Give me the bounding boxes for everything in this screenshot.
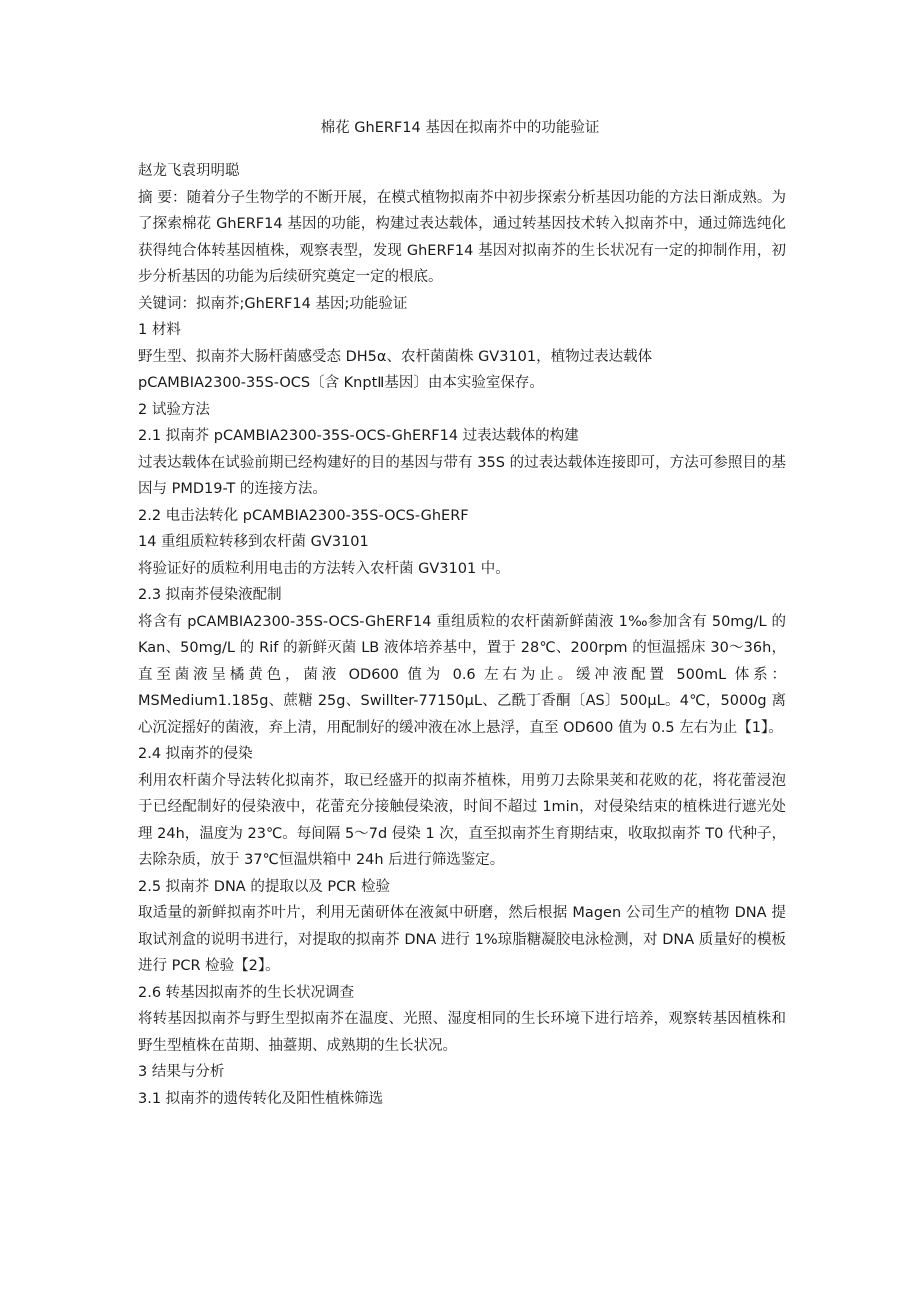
paragraph: 将验证好的质粒利用电击的方法转入农杆菌 GV3101 中。 xyxy=(138,560,510,577)
document-title: 棉花 GhERF14 基因在拟南芥中的功能验证 xyxy=(320,120,600,136)
subsection-heading: 2.2 电击法转化 pCAMBIA2300-35S-OCS-GhERF xyxy=(138,507,469,524)
paragraph: 过表达载体在试验前期已经构建好的目的基因与带有 35S 的过表达载体连接即可，方法可参照目的基因与 PMD19-T 的连接方法。 xyxy=(138,454,786,497)
keywords: 关键词：拟南芥;GhERF14 基因;功能验证 xyxy=(138,295,408,312)
subsection-heading: 2.3 拟南芥侵染液配制 xyxy=(138,587,282,603)
subsection-heading: 2.5 拟南芥 DNA 的提取以及 PCR 检验 xyxy=(138,878,390,895)
section-heading: 1 材料 xyxy=(138,322,181,338)
paragraph: pCAMBIA2300-35S-OCS〔含 KnptⅡ基因〕由本实验室保存。 xyxy=(138,375,544,391)
section-heading: 3 结果与分析 xyxy=(138,1064,225,1080)
subsection-heading: 2.6 转基因拟南芥的生长状况调查 xyxy=(138,984,355,1001)
paragraph: 利用农杆菌介导法转化拟南芥，取已经盛开的拟南芥植株，用剪刀去除果荚和花败的花，将花蕾浸泡于已经配制好的侵染液中，花蕾充分接触侵染液，时间不超过 1min，对侵染结束的植株进行遮光处理 24h，温度为 23℃。每间隔 5～7d 侵染 1 次，直至拟南芥生育期结束，收取拟南芥 T0 代种子，去除杂质，放于 37℃恒温烘箱中 24h 后进行筛选鉴定。 xyxy=(138,772,786,868)
subsection-heading: 14 重组质粒转移到农杆菌 GV3101 xyxy=(138,534,369,550)
paragraph: 取适量的新鲜拟南芥叶片，利用无菌研体在液氮中研磨，然后根据 Magen 公司生产的植物 DNA 提取试剂盒的说明书进行，对提取的拟南芥 DNA 进行 1%琼脂糖凝胶电泳检测，对 DNA 质量好的模板进行 PCR 检验【2】。 xyxy=(138,905,786,974)
subsection-heading: 3.1 拟南芥的遗传转化及阳性植株筛选 xyxy=(138,1090,384,1107)
subsection-heading: 2.1 拟南芥 pCAMBIA2300-35S-OCS-GhERF14 过表达载体的构建 xyxy=(138,428,579,444)
paragraph: 野生型、拟南芥大肠杆菌感受态 DH5α、农杆菌菌株 GV3101，植物过表达载体 xyxy=(138,348,653,365)
document-body xyxy=(138,158,786,1112)
authors: 赵龙飞袁玥明聪 xyxy=(138,163,240,179)
subsection-heading: 2.4 拟南芥的侵染 xyxy=(138,746,253,762)
abstract: 摘 要：随着分子生物学的不断开展，在模式植物拟南芥中初步探索分析基因功能的方法日渐成熟。为了探索棉花 GhERF14 基因的功能，构建过表达载体，通过转基因技术转入拟南芥中，通过筛选纯化获得纯合体转基因植株，观察表型，发现 GhERF14 基因对拟南芥的生长状况有一定的抑制作用，初步分析基因的功能为后续研究奠定一定的根底。 xyxy=(138,189,786,285)
paragraph: 将转基因拟南芥与野生型拟南芥在温度、光照、湿度相同的生长环境下进行培养，观察转基因植株和野生型植株在苗期、抽薹期、成熟期的生长状况。 xyxy=(138,1011,786,1054)
paragraph: 将含有 pCAMBIA2300-35S-OCS-GhERF14 重组质粒的农杆菌新鲜菌液 1‰参加含有 50mg/L 的 Kan、50mg/L 的 Rif 的新鲜灭菌 LB 液体培养基中，置于 28℃、200rpm 的恒温摇床 30～36h，直至菌液呈橘黄色，菌液 OD600 值为 0.6 左右为止。缓冲液配置 500mL 体系：MSMedium1.185g、蔗糖 25g、Swillter-77150μL、乙酰丁香酮〔AS〕500μL。4℃，5000g 离心沉淀摇好的菌液，弃上清，用配制好的缓冲液在冰上悬浮，直至 OD600 值为 0.5 左右为止【1】。 xyxy=(138,613,786,736)
section-heading: 2 试验方法 xyxy=(138,401,210,418)
